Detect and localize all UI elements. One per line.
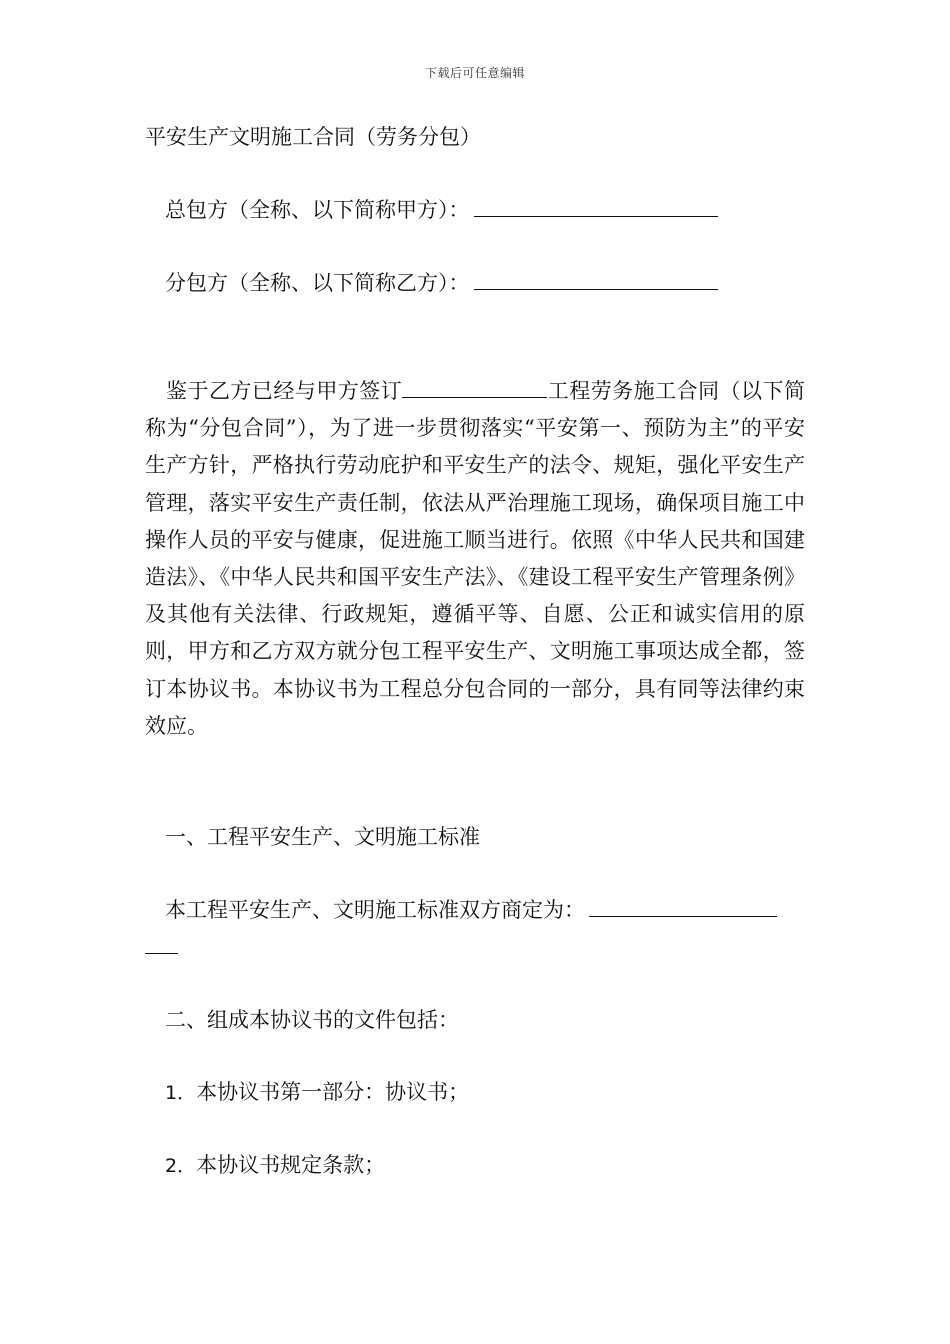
standard-blank-continuation: [145, 953, 178, 954]
list-item: [165, 1150, 385, 1181]
list-item-text: 本协议书第一部分：协议书；: [196, 1080, 470, 1104]
section-1-body: [165, 895, 777, 925]
party-b-blank: [474, 269, 718, 290]
list-item-text: 本协议书规定条款；: [196, 1153, 386, 1177]
party-a-line: [165, 195, 718, 225]
intro-paragraph: [145, 373, 805, 745]
intro-text-after-blank: 工程劳务施工合同（以下简称为“分包合同”），为了进一步贯彻落实“平安第一、预防为主”的平安生产方针，严格执行劳动庇护和平安生产的法令、规矩，强化平安生产管理，落实平安生产责任制，依法从严治理施工现场，确保项目施工中操作人员的平安与健康，促进施工顺当进行。依照《中华人民共和国建造法》、《中华人民共和国平安生产法》、《建设工程平安生产管理条例》及其他有关法律、行政规矩，遵循平等、自愿、公正和诚实信用的原则，甲方和乙方双方就分包工程平安生产、文明施工事项达成全都，签订本协议书。本协议书为工程总分包合同的一部分，具有同等法律约束效应。: [145, 379, 806, 738]
party-a-label: 总包方（全称、以下简称甲方）：: [165, 198, 470, 222]
party-b-label: 分包方（全称、以下简称乙方）：: [165, 271, 470, 295]
project-name-blank: [402, 377, 547, 398]
section-1-heading: 一、工程平安生产、文明施工标准: [165, 825, 480, 849]
party-a-blank: [474, 196, 718, 217]
party-b-line: [165, 268, 718, 298]
page-header-note: 下载后可任意编辑: [424, 66, 525, 80]
document-title: 平安生产文明施工合同（劳务分包）: [145, 125, 481, 149]
list-item: [165, 1077, 469, 1108]
intro-text-before-blank: 鉴于乙方已经与甲方签订: [166, 379, 403, 403]
section-2-heading: 二、组成本协议书的文件包括：: [165, 1008, 459, 1032]
list-item-number: 1．: [165, 1082, 197, 1104]
standard-blank: [589, 896, 777, 917]
list-item-number: 2．: [165, 1155, 197, 1177]
section-1-text: 本工程平安生产、文明施工标准双方商定为：: [165, 898, 585, 922]
